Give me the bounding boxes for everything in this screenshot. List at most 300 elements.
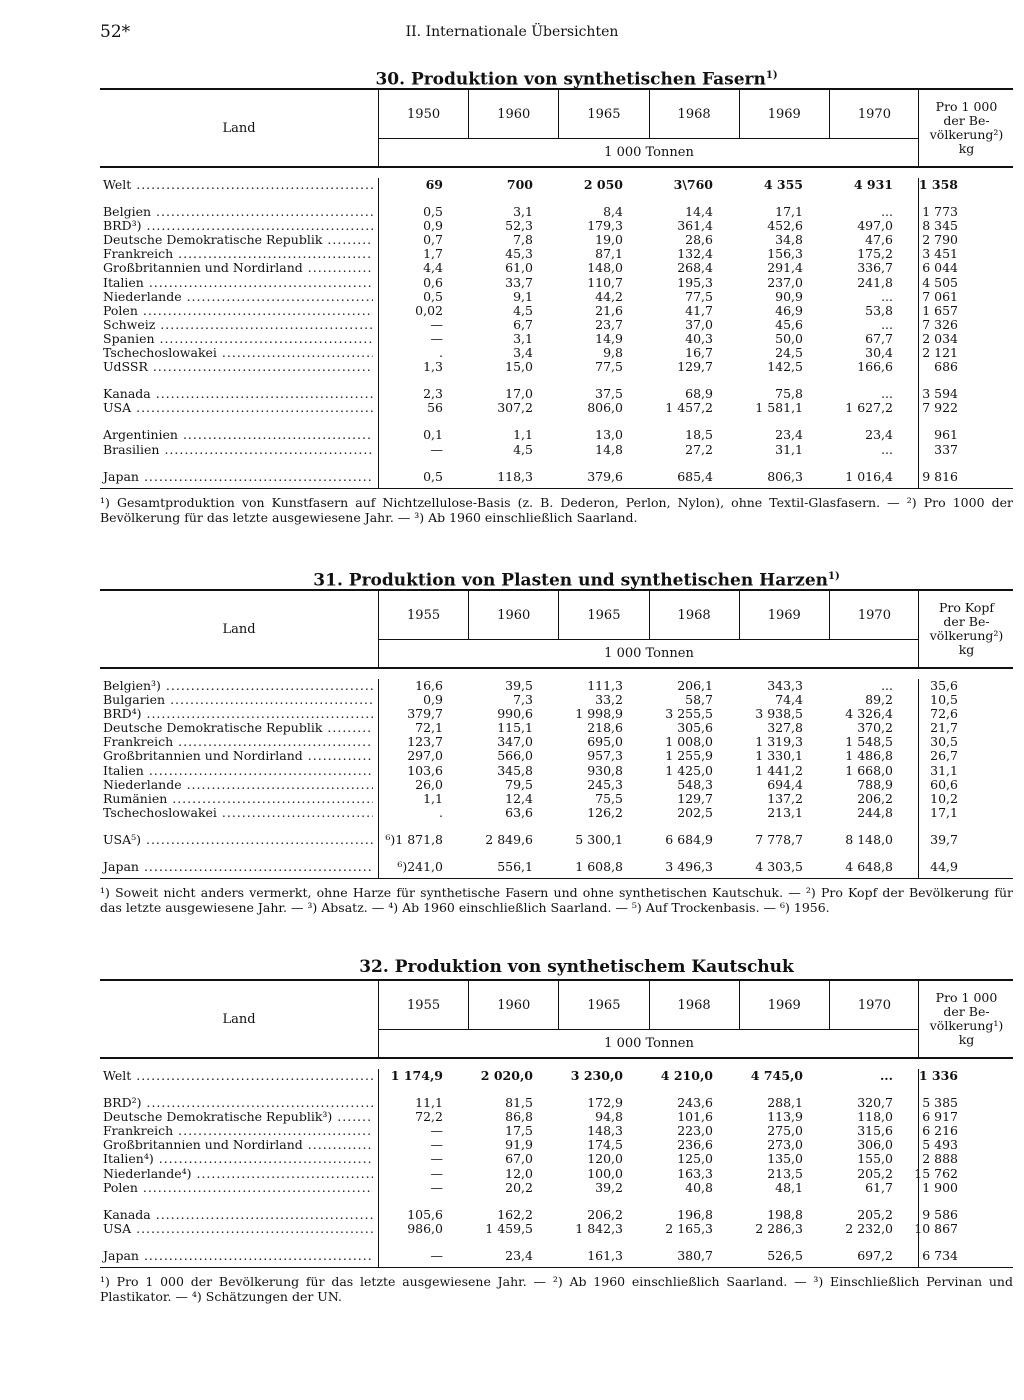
per-capita-cell: 60,6 xyxy=(930,776,958,792)
table-row xyxy=(100,1208,1013,1222)
value-cell: 44,2 xyxy=(595,288,623,304)
table-header xyxy=(100,90,1013,168)
table-row xyxy=(100,1124,1013,1138)
country-name: Argentinien ..... xyxy=(100,428,373,442)
value-cell: 305,6 xyxy=(677,720,713,736)
value-cell: 1 457,2 xyxy=(665,400,713,416)
value-cell: 1 608,8 xyxy=(575,859,623,875)
value-cell: 23,4 xyxy=(865,427,893,443)
country-name: Japan ..... xyxy=(100,470,373,484)
value-cell: 7,3 xyxy=(513,692,533,708)
value-cell: 205,2 xyxy=(857,1165,893,1181)
value-cell: 237,0 xyxy=(767,274,803,290)
value-cell: ⁶)1 871,8 xyxy=(385,831,443,847)
value-cell: 137,2 xyxy=(767,790,803,806)
value-cell: 14,8 xyxy=(595,441,623,457)
value-cell: 125,0 xyxy=(677,1151,713,1167)
unit-header: 1 000 Tonnen xyxy=(378,639,919,667)
table-number: 30. xyxy=(375,69,406,90)
per-capita-cell: 5 385 xyxy=(922,1095,958,1111)
value-cell: 3,1 xyxy=(513,204,533,220)
value-cell: . xyxy=(439,345,443,361)
year-header: 1968 xyxy=(649,591,739,639)
year-header: 1970 xyxy=(829,981,919,1029)
value-cell: 1,3 xyxy=(423,359,443,375)
per-capita-cell: 6 734 xyxy=(922,1247,958,1263)
year-headers xyxy=(378,981,919,1030)
country-name: Tschechoslowakei ..... xyxy=(100,346,373,360)
country-name: Großbritannien und Nordirland ..... xyxy=(100,749,373,763)
value-cell: 243,6 xyxy=(677,1095,713,1111)
per-capita-cell: 1 336 xyxy=(918,1068,958,1083)
value-cell: 16,6 xyxy=(415,678,443,693)
value-cell: ... xyxy=(881,678,893,693)
value-cell: 148,0 xyxy=(587,260,623,276)
value-cell: 196,8 xyxy=(677,1206,713,1222)
year-header: 1969 xyxy=(739,981,829,1029)
value-cell: 28,6 xyxy=(685,232,713,248)
value-cell: ... xyxy=(881,441,893,457)
table-row xyxy=(100,792,1013,806)
value-cell: 14,4 xyxy=(685,204,713,220)
value-cell: 72,2 xyxy=(415,1109,443,1125)
value-cell: 68,9 xyxy=(685,386,713,402)
table-row xyxy=(100,693,1013,707)
value-cell: 12,0 xyxy=(505,1165,533,1181)
country-name: Frankreich ..... xyxy=(100,735,373,749)
per-capita-cell: 35,6 xyxy=(930,678,958,693)
value-cell: ... xyxy=(881,386,893,402)
value-cell: 17,0 xyxy=(505,386,533,402)
value-cell: 4 931 xyxy=(853,177,893,192)
country-name: Italien⁴) ..... xyxy=(100,1152,373,1166)
value-cell: 0,1 xyxy=(423,427,443,443)
per-capita-cell: 5 493 xyxy=(922,1137,958,1153)
value-cell: 213,5 xyxy=(767,1165,803,1181)
country-name: Schweiz ..... xyxy=(100,318,373,332)
country-name: Italien ..... xyxy=(100,764,373,778)
value-cell: 48,1 xyxy=(775,1179,803,1195)
value-cell: 297,0 xyxy=(407,748,443,764)
table-row xyxy=(100,428,1013,442)
value-cell: 37,0 xyxy=(685,316,713,332)
value-cell: 163,3 xyxy=(677,1165,713,1181)
country-name: Frankreich ..... xyxy=(100,1124,373,1138)
country-name: Kanada ..... xyxy=(100,387,373,401)
table-row xyxy=(100,1069,1013,1083)
value-cell: 75,8 xyxy=(775,386,803,402)
column-header-land: Land xyxy=(222,621,256,637)
value-cell: 198,8 xyxy=(767,1206,803,1222)
per-capita-line: völkerung²) xyxy=(929,127,1004,142)
value-cell: 67,0 xyxy=(505,1151,533,1167)
column-divider xyxy=(918,679,919,878)
table-title-text: Produktion von synthetischem Kautschuk xyxy=(394,957,794,977)
year-header: 1950 xyxy=(407,106,441,122)
running-title: II. Internationale Übersichten xyxy=(405,24,619,40)
table-row xyxy=(100,778,1013,792)
value-cell: 172,9 xyxy=(587,1095,623,1111)
per-capita-cell: 31,1 xyxy=(930,762,958,778)
per-capita-cell: 6 917 xyxy=(922,1109,958,1125)
table-row xyxy=(100,1110,1013,1124)
year-header: 1970 xyxy=(829,591,919,639)
value-cell: 13,0 xyxy=(595,427,623,443)
value-cell: 16,7 xyxy=(685,345,713,361)
per-capita-cell: 3 594 xyxy=(922,386,958,402)
value-cell: 273,0 xyxy=(767,1137,803,1153)
country-name: Kanada ..... xyxy=(100,1208,373,1222)
year-header: 1968 xyxy=(649,90,739,138)
value-cell: — xyxy=(430,1151,443,1167)
value-cell: 241,8 xyxy=(857,274,893,290)
country-name: Belgien ..... xyxy=(100,205,373,219)
value-cell: 61,7 xyxy=(865,1179,893,1195)
value-cell: 806,3 xyxy=(767,468,803,484)
year-header: 1965 xyxy=(558,981,648,1029)
per-capita-line: kg xyxy=(958,141,975,156)
table-title xyxy=(120,565,1024,589)
value-cell: — xyxy=(430,1137,443,1153)
value-cell: 58,7 xyxy=(685,692,713,708)
table-synthetic-fibres xyxy=(100,64,1013,525)
value-cell: 46,9 xyxy=(775,302,803,318)
per-capita-cell: 10,5 xyxy=(930,692,958,708)
value-cell: 39,5 xyxy=(505,678,533,693)
value-cell: — xyxy=(430,316,443,332)
value-cell: 18,5 xyxy=(685,427,713,443)
table-footnote: ¹) Gesamtproduktion von Kunstfasern auf Nichtzellulose-Basis (z. B. Dederon, Perlon, Nylon), ohne Textil-Glasfasern. — ²) Pro 1000 der Bevölkerung für das letzte ausgewiesene Jahr. — ³) Ab 1960 einschließlich Saarland. xyxy=(100,494,1013,525)
value-cell: 556,1 xyxy=(497,859,533,875)
value-cell: ... xyxy=(881,288,893,304)
per-capita-cell: 7 326 xyxy=(922,316,958,332)
per-capita-cell: 17,1 xyxy=(930,804,958,820)
table-row xyxy=(100,304,1013,318)
year-headers xyxy=(378,591,919,640)
value-cell: 1 330,1 xyxy=(755,748,803,764)
value-cell: 101,6 xyxy=(677,1109,713,1125)
value-cell: 288,1 xyxy=(767,1095,803,1111)
value-cell: 0,5 xyxy=(423,288,443,304)
table-title xyxy=(120,955,1024,979)
value-cell: 175,2 xyxy=(857,246,893,262)
value-cell: 79,5 xyxy=(505,776,533,792)
value-cell: ... xyxy=(881,204,893,220)
value-cell: 497,0 xyxy=(857,218,893,234)
country-name: Bulgarien ..... xyxy=(100,693,373,707)
value-cell: 39,2 xyxy=(595,1179,623,1195)
value-cell: 361,4 xyxy=(677,218,713,234)
value-cell: 2 050 xyxy=(583,177,623,192)
value-cell: 115,1 xyxy=(497,720,533,736)
per-capita-cell: 44,9 xyxy=(930,859,958,875)
value-cell: 33,7 xyxy=(505,274,533,290)
value-cell: 11,1 xyxy=(415,1095,443,1111)
table-row xyxy=(100,721,1013,735)
value-cell: 1 842,3 xyxy=(575,1220,623,1236)
table-body xyxy=(100,1069,1013,1268)
table-header xyxy=(100,981,1013,1059)
value-cell: 26,0 xyxy=(415,776,443,792)
value-cell: 2 849,6 xyxy=(485,831,533,847)
value-cell: 195,3 xyxy=(677,274,713,290)
value-cell: 90,9 xyxy=(775,288,803,304)
value-cell: 697,2 xyxy=(857,1247,893,1263)
value-cell: . xyxy=(439,804,443,820)
value-cell: 67,7 xyxy=(865,330,893,346)
table-row xyxy=(100,749,1013,763)
value-cell: 1 174,9 xyxy=(390,1068,443,1083)
value-cell: 1 441,2 xyxy=(755,762,803,778)
per-capita-cell: 15 762 xyxy=(914,1165,958,1181)
value-cell: 86,8 xyxy=(505,1109,533,1125)
value-cell: 1 425,0 xyxy=(665,762,713,778)
country-name: Niederlande⁴) ..... xyxy=(100,1167,373,1181)
value-cell: 336,7 xyxy=(857,260,893,276)
column-divider xyxy=(918,178,919,488)
value-cell: 685,4 xyxy=(677,468,713,484)
value-cell: 990,6 xyxy=(497,706,533,722)
value-cell: 0,02 xyxy=(415,302,443,318)
value-cell: 1 581,1 xyxy=(755,400,803,416)
table-footnote: ¹) Pro 1 000 der Bevölkerung für das letzte ausgewiesene Jahr. — ²) Ab 1960 einschließlich Saarland. — ³) Einschließlich Pervinan und Plastikator. — ⁴) Schätzungen der UN. xyxy=(100,1274,1013,1305)
value-cell: 695,0 xyxy=(587,734,623,750)
value-cell: 123,7 xyxy=(407,734,443,750)
per-capita-cell: 30,5 xyxy=(930,734,958,750)
value-cell: 63,6 xyxy=(505,804,533,820)
value-cell: 20,2 xyxy=(505,1179,533,1195)
value-cell: 135,0 xyxy=(767,1151,803,1167)
per-capita-cell: 686 xyxy=(934,359,958,375)
table-row xyxy=(100,178,1013,192)
value-cell: 69 xyxy=(425,177,443,192)
value-cell: 89,2 xyxy=(865,692,893,708)
title-footnote-ref: 1) xyxy=(765,70,778,81)
per-capita-line: der Be- xyxy=(943,614,990,629)
value-cell: 100,0 xyxy=(587,1165,623,1181)
country-name: Deutsche Demokratische Republik³) ..... xyxy=(100,1110,373,1124)
value-cell: 118,0 xyxy=(857,1109,893,1125)
per-capita-line: der Be- xyxy=(943,113,990,128)
country-name: Deutsche Demokratische Republik ..... xyxy=(100,233,373,247)
value-cell: 206,2 xyxy=(857,790,893,806)
country-name: Niederlande ..... xyxy=(100,290,373,304)
table-number: 32. xyxy=(359,957,389,977)
table-row xyxy=(100,1096,1013,1110)
value-cell: 40,3 xyxy=(685,330,713,346)
value-cell: 81,5 xyxy=(505,1095,533,1111)
table-header xyxy=(100,591,1013,669)
value-cell: 6 684,9 xyxy=(665,831,713,847)
value-cell: 1 998,9 xyxy=(575,706,623,722)
value-cell: 1 486,8 xyxy=(845,748,893,764)
value-cell: 2 165,3 xyxy=(665,1220,713,1236)
value-cell: 2 020,0 xyxy=(480,1068,533,1083)
table-plastics-resins xyxy=(100,565,1013,915)
table-row xyxy=(100,360,1013,374)
table-row xyxy=(100,318,1013,332)
country-name: Welt ..... xyxy=(100,1069,373,1083)
value-cell: 218,6 xyxy=(587,720,623,736)
value-cell: 1,1 xyxy=(423,790,443,806)
value-cell: 206,2 xyxy=(587,1206,623,1222)
value-cell: 548,3 xyxy=(677,776,713,792)
value-cell: 52,3 xyxy=(505,218,533,234)
table-row xyxy=(100,247,1013,261)
value-cell: 174,5 xyxy=(587,1137,623,1153)
value-cell: 0,9 xyxy=(423,218,443,234)
value-cell: 213,1 xyxy=(767,804,803,820)
table-row xyxy=(100,470,1013,484)
value-cell: 4 303,5 xyxy=(755,859,803,875)
year-header: 1968 xyxy=(649,981,739,1029)
value-cell: 291,4 xyxy=(767,260,803,276)
country-name: Tschechoslowakei ..... xyxy=(100,806,373,820)
value-cell: 15,0 xyxy=(505,359,533,375)
value-cell: 47,6 xyxy=(865,232,893,248)
table-row xyxy=(100,1249,1013,1263)
value-cell: 72,1 xyxy=(415,720,443,736)
table-title-text: Produktion von synthetischen Fasern xyxy=(410,69,766,90)
value-cell: 56 xyxy=(427,400,443,416)
table-row xyxy=(100,387,1013,401)
value-cell: 30,4 xyxy=(865,345,893,361)
value-cell: 142,5 xyxy=(767,359,803,375)
value-cell: 31,1 xyxy=(775,441,803,457)
value-cell: 986,0 xyxy=(407,1220,443,1236)
value-cell: 957,3 xyxy=(587,748,623,764)
per-capita-cell: 337 xyxy=(934,441,958,457)
per-capita-cell: 10,2 xyxy=(930,790,958,806)
value-cell: 245,3 xyxy=(587,776,623,792)
value-cell: 148,3 xyxy=(587,1123,623,1139)
per-capita-cell: 7 061 xyxy=(922,288,958,304)
value-cell: 244,8 xyxy=(857,804,893,820)
value-cell: ... xyxy=(879,1068,893,1083)
country-name: Welt ..... xyxy=(100,178,373,192)
column-header-land: Land xyxy=(222,1011,256,1027)
per-capita-line: kg xyxy=(958,642,975,657)
per-capita-line: der Be- xyxy=(943,1004,990,1019)
year-header: 1969 xyxy=(739,591,829,639)
value-cell: — xyxy=(430,1179,443,1195)
value-cell: 3 230,0 xyxy=(570,1068,623,1083)
per-capita-cell: 72,6 xyxy=(930,706,958,722)
table-row xyxy=(100,233,1013,247)
value-cell: 4,5 xyxy=(513,441,533,457)
value-cell: 17,1 xyxy=(775,204,803,220)
value-cell: 3,4 xyxy=(513,345,533,361)
value-cell: 370,2 xyxy=(857,720,893,736)
title-footnote-ref: 1) xyxy=(828,571,840,582)
value-cell: 6,7 xyxy=(513,316,533,332)
value-cell: 45,3 xyxy=(505,246,533,262)
value-cell: — xyxy=(430,1165,443,1181)
unit-header: 1 000 Tonnen xyxy=(378,1029,919,1057)
value-cell: — xyxy=(430,330,443,346)
value-cell: 77,5 xyxy=(685,288,713,304)
value-cell: 103,6 xyxy=(407,762,443,778)
value-cell: 8 148,0 xyxy=(845,831,893,847)
value-cell: 307,2 xyxy=(497,400,533,416)
country-name: Niederlande ..... xyxy=(100,778,373,792)
per-capita-cell: 6 044 xyxy=(922,260,958,276)
per-capita-cell: 6 216 xyxy=(922,1123,958,1139)
per-capita-cell: 39,7 xyxy=(930,831,958,847)
per-capita-header xyxy=(918,90,1014,166)
year-header: 1960 xyxy=(468,90,558,138)
country-name: Deutsche Demokratische Republik ..... xyxy=(100,721,373,735)
value-cell: 345,8 xyxy=(497,762,533,778)
value-cell: 2 286,3 xyxy=(755,1220,803,1236)
value-cell: 2,3 xyxy=(423,386,443,402)
page-number: 52* xyxy=(100,22,131,42)
per-capita-cell: 2 888 xyxy=(922,1151,958,1167)
year-headers xyxy=(378,90,919,139)
table-row xyxy=(100,679,1013,693)
year-header: 1965 xyxy=(558,90,648,138)
value-cell: 105,6 xyxy=(407,1206,443,1222)
per-capita-cell: 1 900 xyxy=(922,1179,958,1195)
year-header: 1955 xyxy=(407,607,441,623)
value-cell: 3 496,3 xyxy=(665,859,713,875)
value-cell: 4 210,0 xyxy=(660,1068,713,1083)
value-cell: 1 319,3 xyxy=(755,734,803,750)
table-row xyxy=(100,276,1013,290)
country-name: Großbritannien und Nordirland ..... xyxy=(100,261,373,275)
value-cell: 236,6 xyxy=(677,1137,713,1153)
value-cell: ... xyxy=(881,316,893,332)
table-title-text: Produktion von Plasten und synthetischen Harzen xyxy=(348,570,828,591)
year-header: 1969 xyxy=(739,90,829,138)
per-capita-cell: 21,7 xyxy=(930,720,958,736)
value-cell: 526,5 xyxy=(767,1247,803,1263)
per-capita-cell: 26,7 xyxy=(930,748,958,764)
table-row xyxy=(100,707,1013,721)
table-row xyxy=(100,764,1013,778)
table-row xyxy=(100,1222,1013,1236)
per-capita-line: kg xyxy=(958,1032,975,1047)
table-footnote: ¹) Soweit nicht anders vermerkt, ohne Harze für synthetische Fasern und ohne synthetischen Kautschuk. — ²) Pro Kopf der Bevölkerung für das letzte ausgewiesene Jahr. — ³) Absatz. — ⁴) Ab 1960 einschließlich Saarland. — ⁵) Auf Trockenbasis. — ⁶) 1956. xyxy=(100,885,1013,916)
value-cell: 155,0 xyxy=(857,1151,893,1167)
value-cell: 113,9 xyxy=(767,1109,803,1125)
country-name: Japan ..... xyxy=(100,860,373,874)
value-cell: — xyxy=(430,1123,443,1139)
per-capita-header xyxy=(918,981,1014,1057)
table-row xyxy=(100,860,1013,874)
value-cell: 37,5 xyxy=(595,386,623,402)
value-cell: 4 648,8 xyxy=(845,859,893,875)
value-cell: 5 300,1 xyxy=(575,831,623,847)
value-cell: 379,6 xyxy=(587,468,623,484)
table-row xyxy=(100,1181,1013,1195)
value-cell: 34,8 xyxy=(775,232,803,248)
country-name: USA ..... xyxy=(100,401,373,415)
value-cell: 41,7 xyxy=(685,302,713,318)
table-row xyxy=(100,735,1013,749)
value-cell: 33,2 xyxy=(595,692,623,708)
value-cell: 3 255,5 xyxy=(665,706,713,722)
value-cell: 320,7 xyxy=(857,1095,893,1111)
value-cell: 126,2 xyxy=(587,804,623,820)
table-row xyxy=(100,401,1013,415)
value-cell: 7,8 xyxy=(513,232,533,248)
table-title xyxy=(120,64,1024,88)
value-cell: 120,0 xyxy=(587,1151,623,1167)
country-name: USA ..... xyxy=(100,1222,373,1236)
table-row xyxy=(100,219,1013,233)
column-divider xyxy=(918,1069,919,1267)
